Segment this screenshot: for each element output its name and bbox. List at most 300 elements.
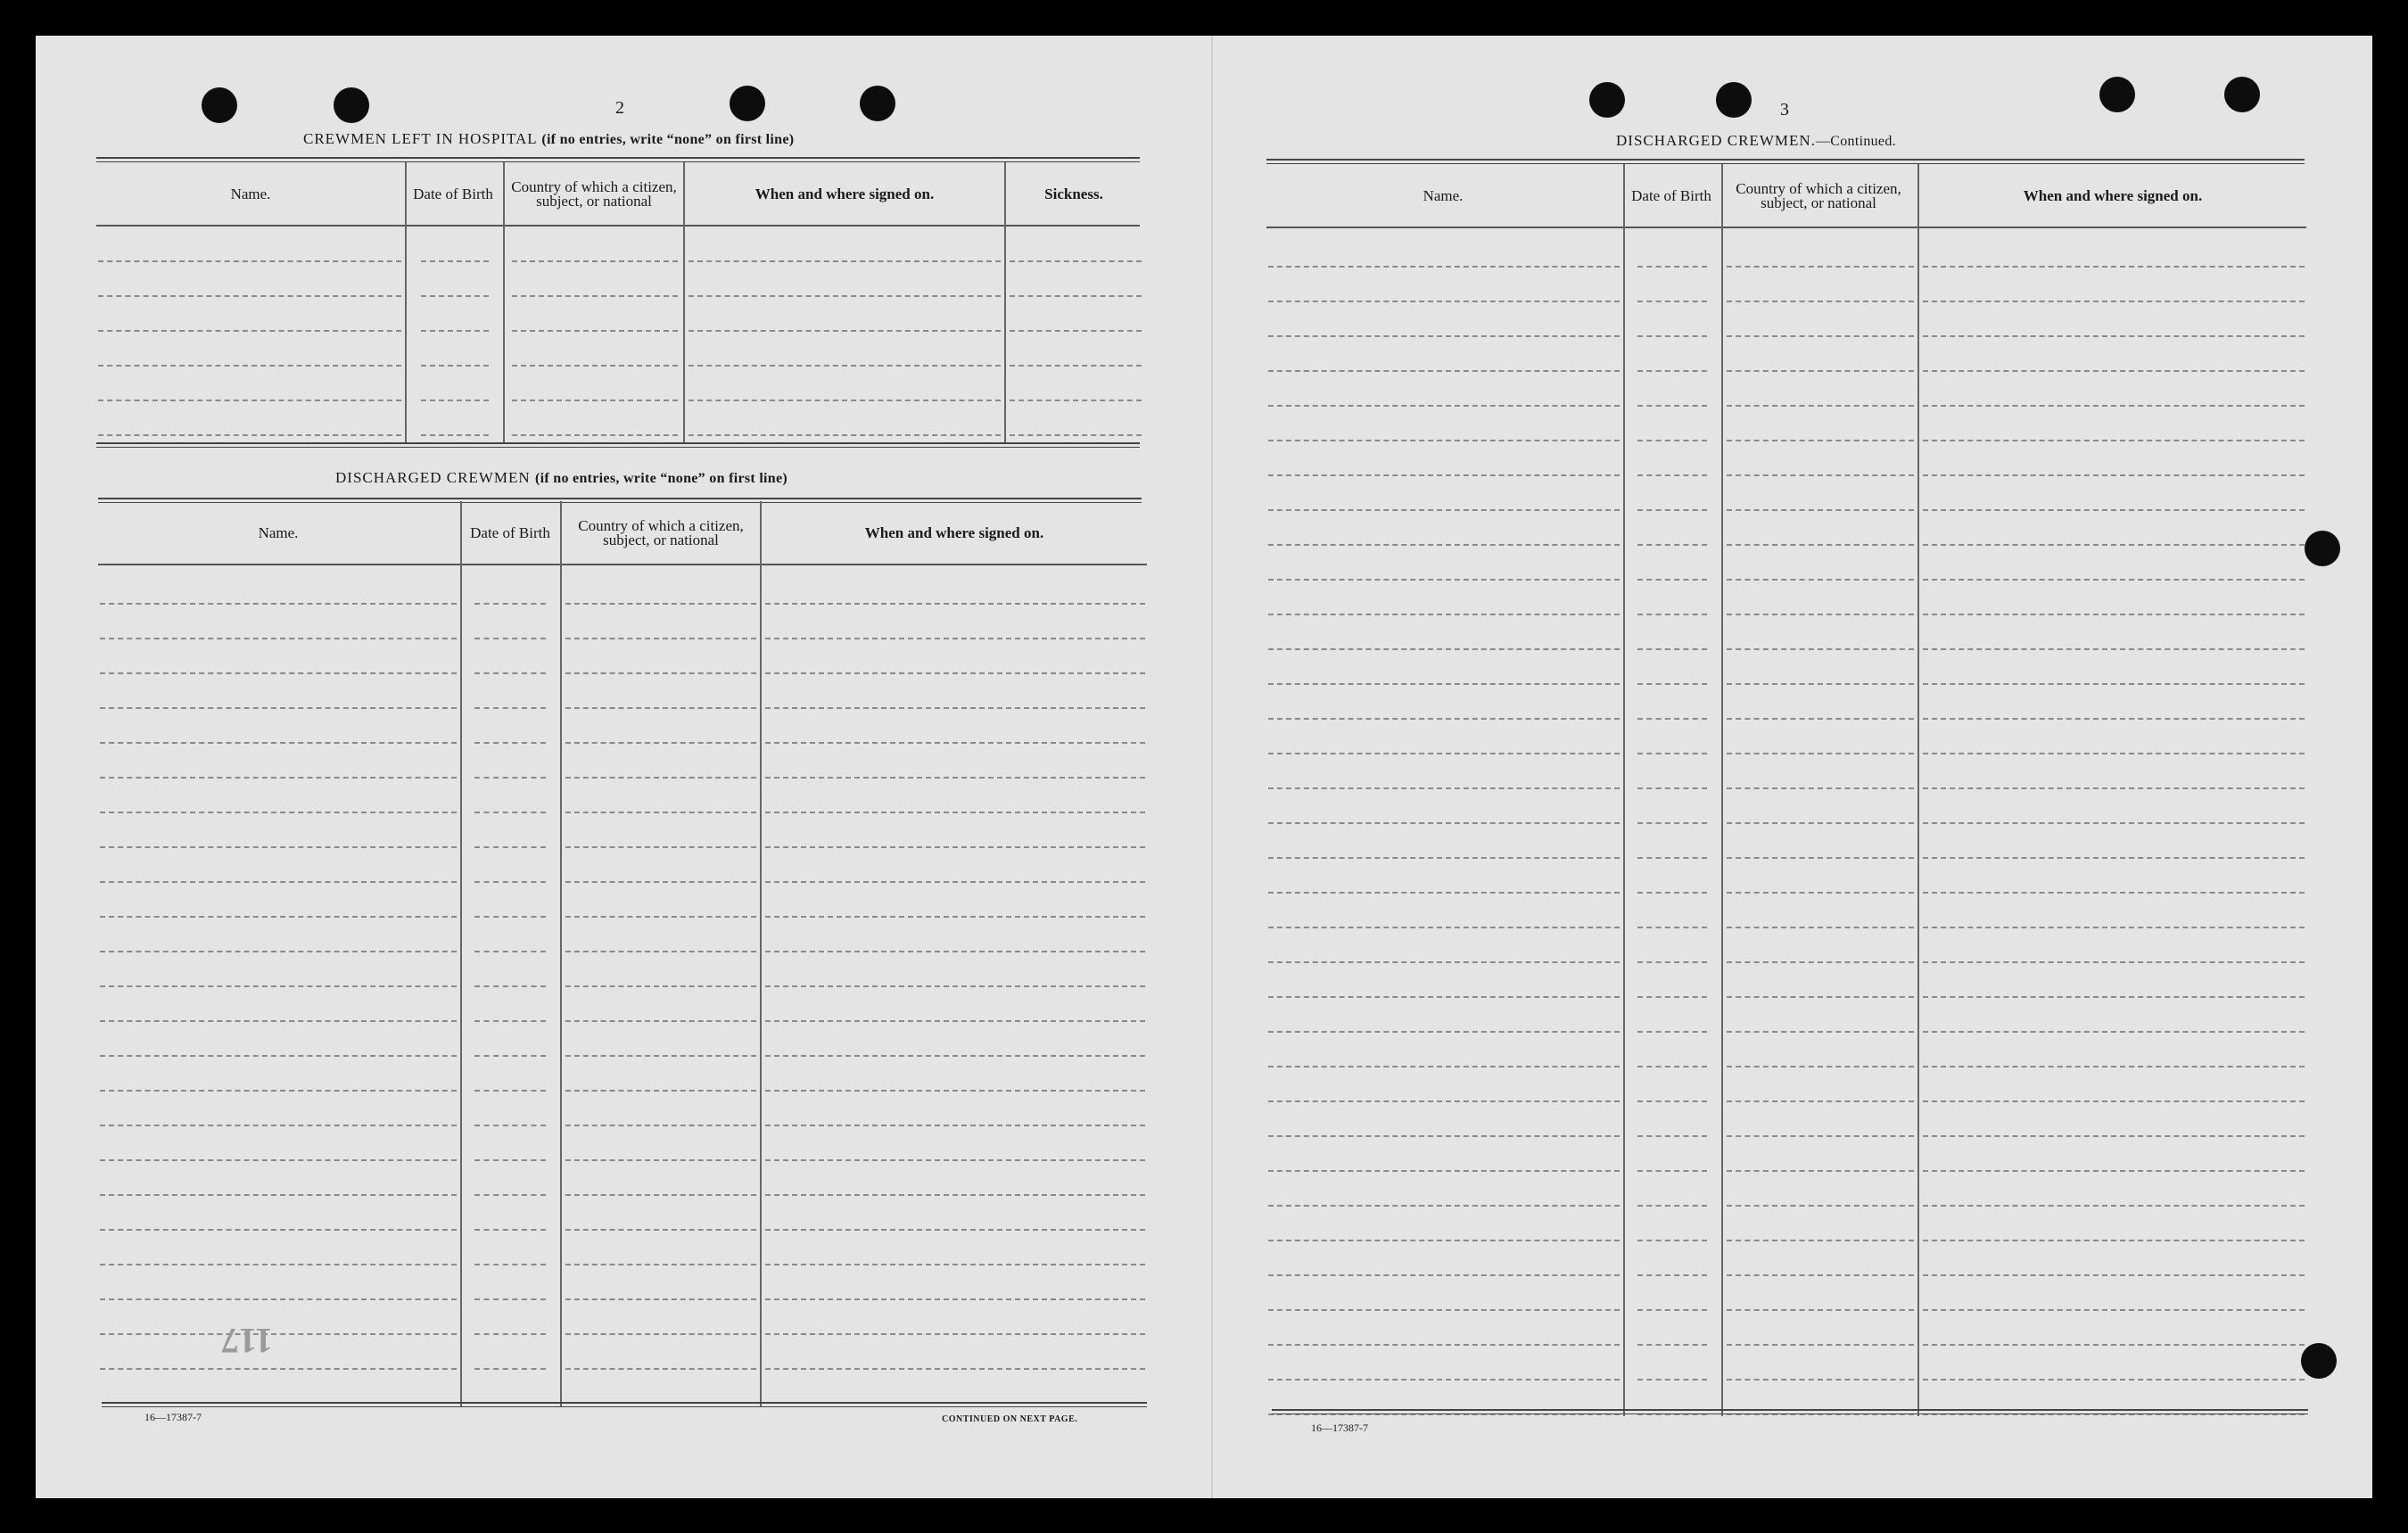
left-page-number: 2 [615,98,624,118]
entry-line [1727,1066,1914,1067]
entry-line [765,672,1145,674]
hospital-col-sickness: Sickness. [1044,185,1103,202]
entry-line [765,1090,1145,1092]
entry-line [512,365,678,367]
entry-line [1637,266,1707,268]
entry-line [100,603,457,605]
entry-line [1923,1379,2305,1381]
entry-line [1923,927,2305,928]
entry-line [565,638,756,639]
entry-line [474,985,546,987]
entry-line [565,1125,756,1126]
entry-line [565,672,756,674]
entry-line [1268,718,1620,720]
entry-line [1727,718,1914,720]
hospital-col-name: Name. [230,185,271,202]
entry-line [100,1090,457,1092]
entry-line [1637,927,1707,928]
entry-line [98,260,401,262]
entry-line [565,812,756,813]
entry-line [565,1090,756,1092]
entry-line [1727,787,1914,789]
right-col-dob: Date of Birth [1631,187,1711,204]
punch-hole [334,87,369,123]
entry-line [1923,440,2305,441]
entry-line [474,881,546,883]
entry-line [98,400,401,401]
entry-line [1923,544,2305,546]
entry-line [1637,440,1707,441]
entry-line [565,916,756,918]
entry-line [765,812,1145,813]
entry-line [474,777,546,779]
entry-line [765,1055,1145,1057]
entry-line [474,951,546,952]
entry-line [1727,1379,1914,1381]
entry-line [100,846,457,848]
hospital-col-divider [1004,162,1006,442]
entry-line [1923,822,2305,824]
entry-line [1727,405,1914,407]
entry-line [765,1020,1145,1022]
entry-line [1268,683,1620,685]
entry-line [1268,440,1620,441]
entry-line [474,916,546,918]
entry-line [765,1368,1145,1370]
entry-line [1727,753,1914,754]
entry-line [1637,683,1707,685]
entry-line [1268,614,1620,615]
entry-line [100,1264,457,1265]
entry-line [474,638,546,639]
punch-hole [2224,77,2260,112]
entry-line [474,742,546,744]
entry-line [1637,1344,1707,1346]
entry-line [1637,1066,1707,1067]
entry-line [565,846,756,848]
entry-line [100,881,457,883]
discharged-col-country: Country of which a citizen, subject, or national [578,517,744,548]
entry-line [1010,260,1142,262]
entry-line [1727,301,1914,302]
faded-stamp-number: 117 [221,1321,273,1361]
right-col-signed-on: When and where signed on. [2023,187,2203,204]
entry-line [1268,1344,1620,1346]
entry-line [765,951,1145,952]
right-title-suffix: —Continued. [1815,134,1896,149]
entry-line [421,295,489,297]
entry-line [1923,1344,2305,1346]
entry-line [1923,474,2305,476]
entry-line [1268,927,1620,928]
entry-line [100,812,457,813]
entry-line [1923,683,2305,685]
discharged-section-title [335,469,788,487]
entry-line [1923,1031,2305,1033]
entry-line [1727,1344,1914,1346]
entry-line [474,672,546,674]
entry-line [689,365,1001,367]
entry-line [1268,822,1620,824]
entry-line [100,985,457,987]
entry-line [1637,544,1707,546]
entry-line [1637,1031,1707,1033]
entry-line [1010,365,1142,367]
entry-line [1268,1031,1620,1033]
discharged-col-divider [560,501,562,1407]
entry-line [1923,1309,2305,1311]
entry-line [1923,614,2305,615]
entry-line [689,434,1001,436]
right-form-number: 16—17387-7 [1311,1422,1368,1434]
hospital-header-rule [96,225,1140,227]
entry-line [98,330,401,332]
hospital-section-title [303,130,794,148]
right-header-rule [1266,227,2306,228]
entry-line [765,1194,1145,1196]
hospital-col-divider [683,162,685,442]
entry-line [100,707,457,709]
entry-line [1727,544,1914,546]
entry-line [1268,1309,1620,1311]
entry-line [1923,648,2305,650]
entry-line [765,1333,1145,1335]
entry-line [565,881,756,883]
entry-line [100,1194,457,1196]
entry-line [1268,335,1620,337]
discharged-col-dob: Date of Birth [470,524,550,541]
entry-line [474,1125,546,1126]
entry-line [1637,996,1707,998]
entry-line [1727,1100,1914,1102]
entry-line [1637,370,1707,372]
entry-line [1923,1274,2305,1276]
entry-line [512,295,678,297]
hospital-col-country: Country of which a citizen, subject, or national [511,178,677,210]
entry-line [565,1055,756,1057]
entry-line [1637,892,1707,894]
hospital-col-dob: Date of Birth [413,185,493,202]
entry-line [1923,892,2305,894]
entry-line [1727,1170,1914,1172]
entry-line [421,400,489,401]
entry-line [1923,718,2305,720]
entry-line [765,881,1145,883]
entry-line [1727,1309,1914,1311]
entry-line [1637,961,1707,963]
entry-line [1268,648,1620,650]
entry-line [1268,1274,1620,1276]
entry-line [1727,1135,1914,1137]
entry-line [689,260,1001,262]
entry-line [1727,474,1914,476]
entry-line [1727,892,1914,894]
hospital-title-text: CREWMEN LEFT IN HOSPITAL [303,130,538,147]
entry-line [421,330,489,332]
entry-line [689,400,1001,401]
entry-line [565,1159,756,1161]
entry-line [765,1125,1145,1126]
entry-line [1637,1135,1707,1137]
entry-line [474,1368,546,1370]
entry-line [100,638,457,639]
right-table-bottom-rule [1272,1409,2308,1414]
entry-line [565,985,756,987]
entry-line [565,1020,756,1022]
entry-line [1268,266,1620,268]
discharged-table-bottom-rule [102,1402,1147,1407]
entry-line [100,951,457,952]
entry-line [1637,1274,1707,1276]
punch-hole [2305,531,2340,566]
page-fold [1211,36,1213,1498]
entry-line [98,434,401,436]
entry-line [565,1298,756,1300]
entry-line [1637,822,1707,824]
entry-line [1923,370,2305,372]
hospital-col-signed-on: When and where signed on. [755,185,935,202]
right-title-text: DISCHARGED CREWMEN. [1616,132,1816,149]
entry-line [1923,509,2305,511]
hospital-col-divider [405,162,407,442]
entry-line [1637,718,1707,720]
entry-line [98,295,401,297]
right-section-title [1616,132,1896,150]
entry-line [100,1159,457,1161]
entry-line [512,400,678,401]
entry-line [100,672,457,674]
entry-line [474,603,546,605]
entry-line [1268,1135,1620,1137]
entry-line [1923,857,2305,859]
entry-line [1727,335,1914,337]
hospital-table-bottom-rule [96,442,1140,448]
entry-line [1268,579,1620,581]
entry-line [1637,1309,1707,1311]
entry-line [565,1229,756,1231]
entry-line [1727,370,1914,372]
entry-line [1637,579,1707,581]
discharged-col-divider [760,501,762,1407]
entry-line [1637,1240,1707,1241]
entry-line [512,260,678,262]
entry-line [1010,330,1142,332]
entry-line [1637,1100,1707,1102]
entry-line [565,777,756,779]
entry-line [1923,1205,2305,1207]
entry-line [1637,614,1707,615]
entry-line [474,1090,546,1092]
punch-hole [2301,1343,2337,1379]
entry-line [1268,753,1620,754]
entry-line [1268,961,1620,963]
discharged-subtitle: (if no entries, write “none” on first line) [534,471,788,486]
entry-line [474,846,546,848]
entry-line [1637,405,1707,407]
entry-line [565,1264,756,1265]
entry-line [1010,434,1142,436]
entry-line [1637,787,1707,789]
punch-hole [202,87,237,123]
entry-line [1637,301,1707,302]
entry-line [689,330,1001,332]
entry-line [565,1194,756,1196]
right-col-divider [1623,164,1625,1416]
entry-line [1637,857,1707,859]
entry-line [1923,335,2305,337]
entry-line [1268,787,1620,789]
discharged-title-text: DISCHARGED CREWMEN [335,469,531,486]
right-col-divider [1917,164,1919,1416]
entry-line [1727,927,1914,928]
entry-line [474,1298,546,1300]
entry-line [1923,996,2305,998]
right-col-country: Country of which a citizen, subject, or national [1736,180,1901,211]
entry-line [1010,295,1142,297]
entry-line [1923,405,2305,407]
entry-line [1727,996,1914,998]
entry-line [1727,961,1914,963]
entry-line [1268,509,1620,511]
entry-line [474,1229,546,1231]
entry-line [1923,787,2305,789]
continued-on-next-page: CONTINUED ON NEXT PAGE. [942,1414,1078,1424]
right-table-top-rule [1266,159,2305,164]
entry-line [1923,1170,2305,1172]
hospital-table-top-rule [96,157,1140,162]
entry-line [1727,266,1914,268]
entry-line [100,1333,457,1335]
entry-line [765,1159,1145,1161]
entry-line [1923,753,2305,754]
entry-line [100,1368,457,1370]
entry-line [474,1333,546,1335]
entry-line [1923,1240,2305,1241]
punch-hole [1589,82,1625,118]
entry-line [765,1298,1145,1300]
entry-line [565,707,756,709]
entry-line [1923,1100,2305,1102]
punch-hole [730,86,765,121]
punch-hole [2099,77,2135,112]
entry-line [1727,1031,1914,1033]
entry-line [1727,857,1914,859]
entry-line [1268,301,1620,302]
entry-line [1727,1205,1914,1207]
entry-line [1637,509,1707,511]
entry-line [765,916,1145,918]
entry-line [565,603,756,605]
entry-line [1727,614,1914,615]
entry-line [512,434,678,436]
entry-line [1727,579,1914,581]
right-col-divider [1721,164,1723,1416]
entry-line [1268,1100,1620,1102]
entry-line [765,707,1145,709]
entry-line [765,638,1145,639]
entry-line [474,1264,546,1265]
entry-line [100,1020,457,1022]
entry-line [100,1125,457,1126]
entry-line [1727,509,1914,511]
entry-line [1727,1274,1914,1276]
entry-line [1727,648,1914,650]
entry-line [1923,1135,2305,1137]
entry-line [1268,1066,1620,1067]
entry-line [1923,961,2305,963]
entry-line [1268,474,1620,476]
entry-line [1268,1205,1620,1207]
punch-hole [860,86,895,121]
discharged-col-divider [460,501,462,1407]
right-page-number: 3 [1780,100,1789,120]
entry-line [565,1333,756,1335]
entry-line [98,365,401,367]
entry-line [565,1368,756,1370]
entry-line [1727,822,1914,824]
entry-line [1637,648,1707,650]
entry-line [421,365,489,367]
entry-line [474,1055,546,1057]
entry-line [474,1159,546,1161]
entry-line [1923,1066,2305,1067]
entry-line [474,1020,546,1022]
entry-line [474,1194,546,1196]
right-col-name: Name. [1423,187,1464,204]
discharged-table-top-rule [98,498,1142,503]
entry-line [1923,266,2305,268]
entry-line [1637,335,1707,337]
entry-line [565,951,756,952]
entry-line [765,846,1145,848]
entry-line [1268,370,1620,372]
entry-line [1727,1240,1914,1241]
entry-line [1268,857,1620,859]
hospital-col-divider [503,162,505,442]
entry-line [100,1229,457,1231]
scanned-form-sheet [36,36,2372,1498]
entry-line [474,707,546,709]
entry-line [765,985,1145,987]
entry-line [1727,683,1914,685]
entry-line [1637,1379,1707,1381]
entry-line [421,260,489,262]
entry-line [1637,474,1707,476]
discharged-col-signed-on: When and where signed on. [864,524,1044,541]
entry-line [1268,1240,1620,1241]
entry-line [1637,1205,1707,1207]
entry-line [1268,544,1620,546]
left-form-number: 16—17387-7 [144,1411,202,1423]
entry-line [1268,1170,1620,1172]
entry-line [1268,405,1620,407]
entry-line [765,742,1145,744]
entry-line [1268,996,1620,998]
hospital-subtitle: (if no entries, write “none” on first line) [541,132,795,147]
entry-line [1268,1379,1620,1381]
discharged-col-name: Name. [258,524,299,541]
entry-line [1923,579,2305,581]
entry-line [421,434,489,436]
entry-line [1268,892,1620,894]
entry-line [100,742,457,744]
entry-line [512,330,678,332]
entry-line [765,1229,1145,1231]
entry-line [565,742,756,744]
discharged-header-rule [98,564,1147,565]
entry-line [1727,440,1914,441]
entry-line [765,777,1145,779]
